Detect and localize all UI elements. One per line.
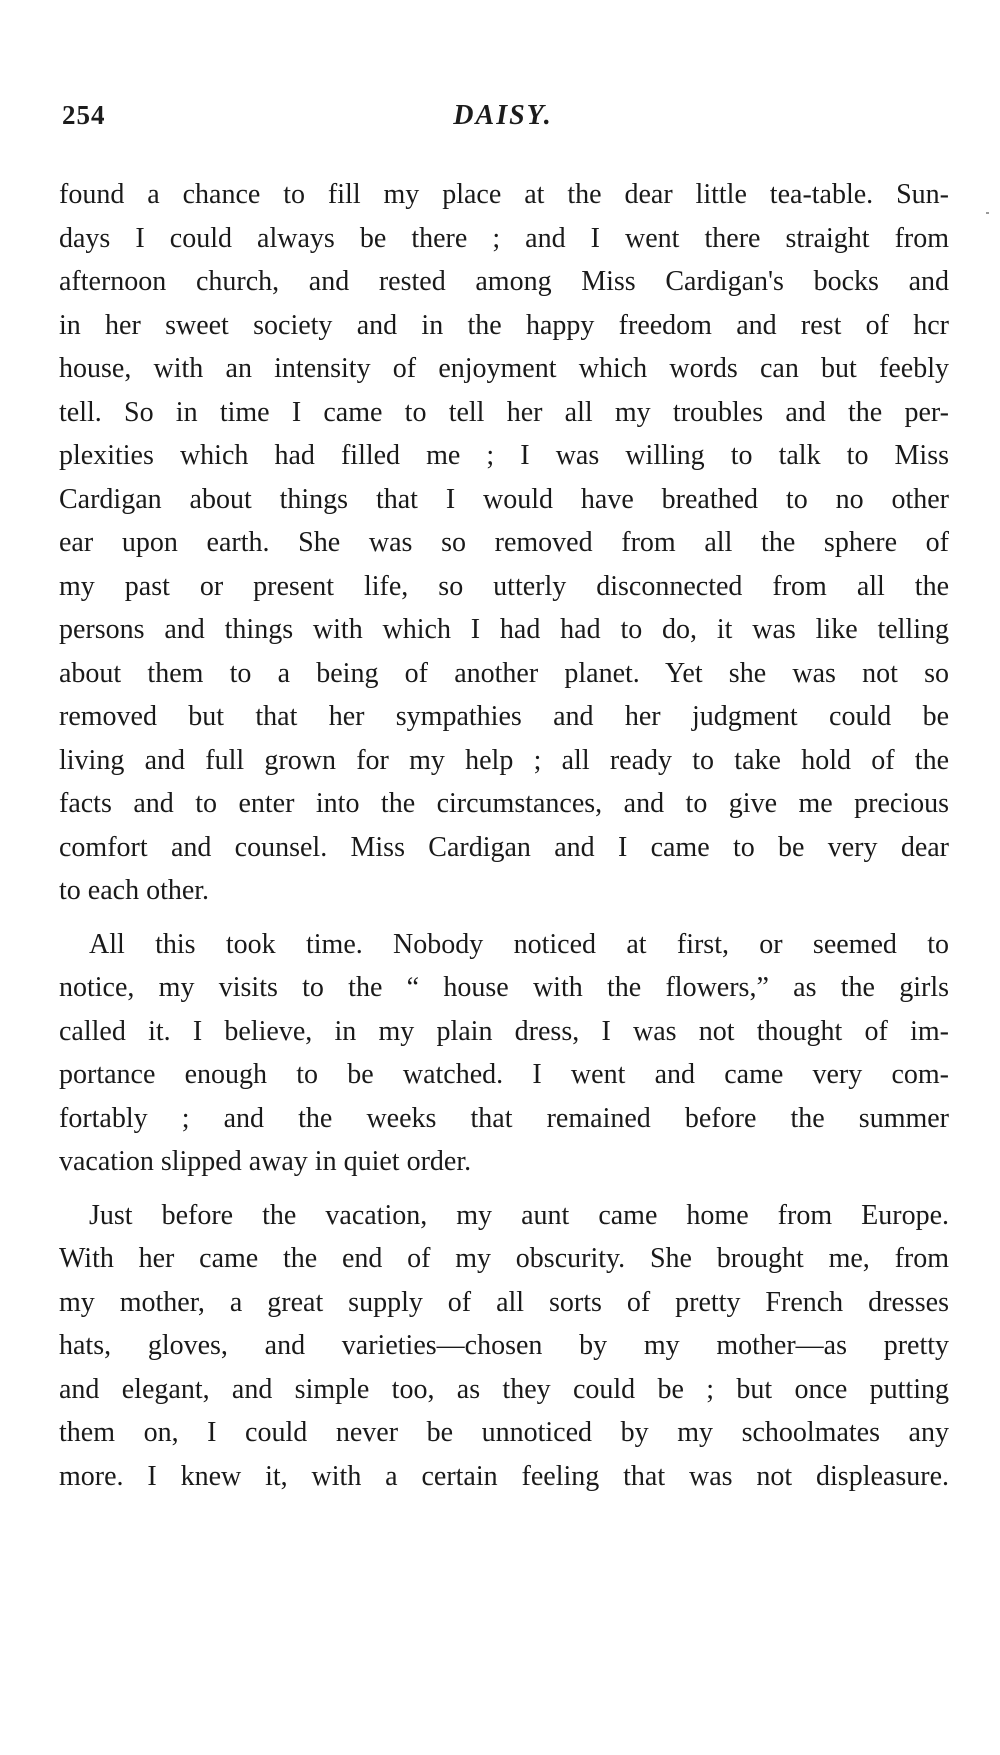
text-line: plexities which had filled me ; I was willing to talk to Miss <box>59 440 949 471</box>
text-line: ear upon earth. She was so removed from all the sphere of <box>59 527 949 558</box>
text-line: days I could always be there ; and I went there straight from <box>59 222 949 254</box>
running-head <box>62 100 944 140</box>
body-text <box>59 173 949 1498</box>
page-number: 254 <box>62 100 106 130</box>
text-line: comfort and counsel. Miss Cardigan and I came to be very dear <box>59 831 949 863</box>
text-line: in her sweet society and in the happy freedom and rest of hcr <box>59 309 949 341</box>
text-line: my mother, a great supply of all sorts of pretty French dresses <box>59 1286 949 1318</box>
text-line: afternoon church, and rested among Miss Cardigan's bocks and <box>59 266 949 297</box>
text-line: my past or present life, so utterly disconnected from all the <box>59 570 949 602</box>
text-line: fortably ; and the weeks that remained before the summer <box>59 1102 949 1134</box>
text-line: found a chance to fill my place at the dear little tea-table. Sun- <box>59 179 949 210</box>
text-line: hats, gloves, and varieties—chosen by my mother—as pretty <box>59 1330 949 1361</box>
text-line: Cardigan about things that I would have breathed to no other <box>59 483 949 515</box>
scan-speck <box>986 212 989 214</box>
text-line: With her came the end of my obscurity. She brought me, from <box>59 1243 949 1274</box>
text-line: and elegant, and simple too, as they could be ; but once putting <box>59 1373 949 1405</box>
text-line: called it. I believe, in my plain dress, I was not thought of im- <box>59 1015 949 1047</box>
text-line: persons and things with which I had had to do, it was like telling <box>59 614 949 645</box>
paragraph-1 <box>59 173 949 913</box>
text-line: more. I knew it, with a certain feeling that was not displeasure. <box>59 1460 949 1492</box>
paragraph-3 <box>59 1194 949 1499</box>
text-line: removed but that her sympathies and her judgment could be <box>59 701 949 732</box>
text-line: portance enough to be watched. I went and came very com- <box>59 1059 949 1090</box>
text-line: notice, my visits to the “ house with the flowers,” as the girls <box>59 972 949 1003</box>
text-line: to each other. <box>59 875 210 906</box>
text-line: house, with an intensity of enjoyment which words can but feebly <box>59 353 949 384</box>
text-line: living and full grown for my help ; all ready to take hold of the <box>59 744 949 776</box>
book-title: DAISY. <box>453 100 553 131</box>
paragraph-2 <box>59 923 949 1184</box>
text-line: vacation slipped away in quiet order. <box>59 1146 472 1177</box>
text-line: facts and to enter into the circumstances, and to give me precious <box>59 788 949 819</box>
text-line: them on, I could never be unnoticed by my schoolmates any <box>59 1417 949 1448</box>
text-line: tell. So in time I came to tell her all my troubles and the per- <box>59 396 949 428</box>
text-line: about them to a being of another planet. Yet she was not so <box>59 657 949 689</box>
text-line: Just before the vacation, my aunt came home from Europe. <box>89 1199 949 1231</box>
text-line: All this took time. Nobody noticed at first, or seemed to <box>89 928 949 960</box>
